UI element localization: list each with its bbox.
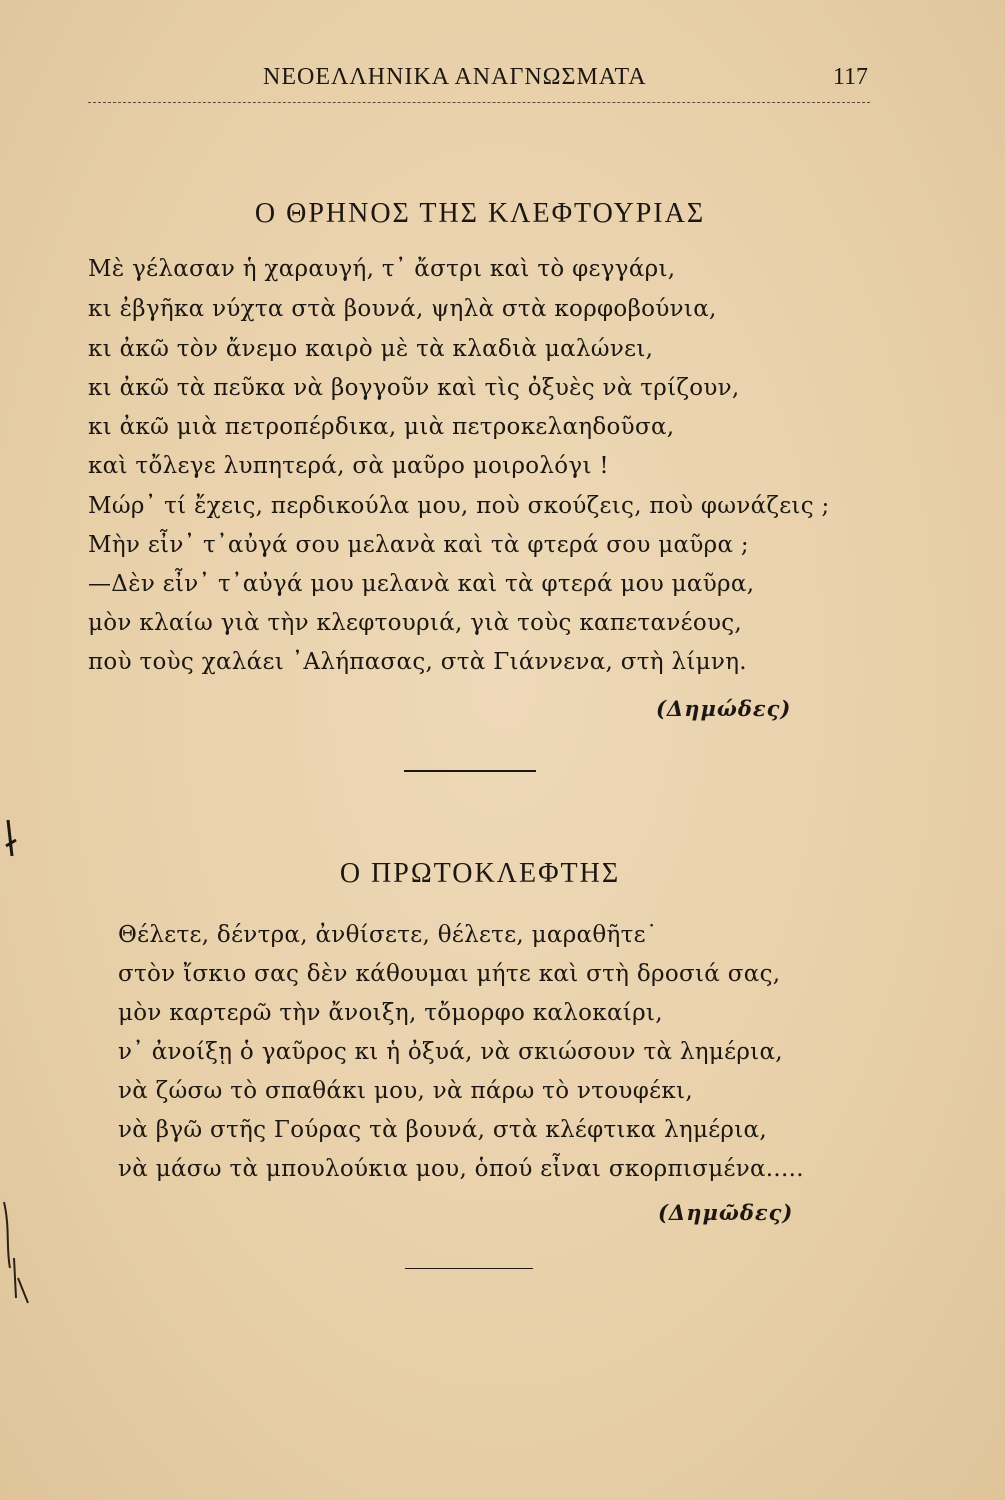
verse-line: Θέλετε, δέντρα, ἀνθίσετε, θέλετε, μαραθῆτε˙ [118, 922, 658, 948]
verse-line: Μώρ᾽ τί ἔχεις, περδικούλα μου, ποὺ σκούζεις, ποὺ φωνάζεις ; [88, 493, 830, 519]
verse-line: Μὲ γέλασαν ἡ χαραυγή, τ᾽ ἄστρι καὶ τὸ φεγγάρι, [88, 256, 676, 282]
running-header [88, 64, 868, 98]
attribution: (Δημῶδες) [658, 1200, 794, 1225]
verse-line: νὰ ζώσω τὸ σπαθάκι μου, νὰ πάρω τὸ ντουφέκι, [118, 1078, 693, 1104]
verse-line: στὸν ἴσκιο σας δὲν κάθουμαι μήτε καὶ στὴ δροσιά σας, [118, 961, 781, 987]
binding-thread-mark [0, 1198, 34, 1308]
verse-line: νὰ βγῶ στῆς Γούρας τὰ βουνά, στὰ κλέφτικα λημέρια, [118, 1117, 767, 1143]
section-divider [405, 1268, 533, 1269]
verse-line: κι ἐβγῆκα νύχτα στὰ βουνά, ψηλὰ στὰ κορφοβούνια, [88, 296, 717, 322]
verse-line: —Δὲν εἶν᾽ τ᾽αὐγά μου μελανὰ καὶ τὰ φτερά μου μαῦρα, [88, 571, 755, 597]
poem-title: Ο ΠΡΩΤΟΚΛΕΦΤΗΣ [339, 858, 621, 889]
verse-line: κι ἀκῶ τὰ πεῦκα νὰ βογγοῦν καὶ τὶς ὀξυὲς νὰ τρίζουν, [88, 375, 740, 401]
header-rule [88, 102, 870, 103]
verse-line: Μὴν εἶν᾽ τ᾽αὐγά σου μελανὰ καὶ τὰ φτερά σου μαῦρα ; [88, 532, 749, 558]
verse-line: καὶ τὄλεγε λυπητερά, σὰ μαῦρο μοιρολόγι ! [88, 453, 609, 479]
page-number: 117 [832, 64, 868, 90]
running-title: ΝΕΟΕΛΛΗΝΙΚΑ ΑΝΑΓΝΩΣΜΑΤΑ [263, 64, 647, 90]
binding-thread-mark [2, 816, 22, 860]
verse-line: μὸν κλαίω γιὰ τὴν κλεφτουριά, γιὰ τοὺς καπετανέους, [88, 610, 743, 636]
attribution: (Δημώδες) [656, 696, 792, 721]
section-divider [404, 770, 536, 772]
verse-line: ν᾽ ἀνοίξῃ ὁ γαῦρος κι ἡ ὀξυά, νὰ σκιώσουν τὰ λημέρια, [118, 1039, 783, 1065]
poem-title: Ο ΘΡΗΝΟΣ ΤΗΣ ΚΛΕΦΤΟΥΡΙΑΣ [254, 198, 706, 229]
verse-line: κι ἀκῶ μιὰ πετροπέρδικα, μιὰ πετροκελαηδοῦσα, [88, 414, 675, 440]
verse-line: μὸν καρτερῶ τὴν ἄνοιξη, τὄμορφο καλοκαίρι, [118, 1000, 663, 1026]
verse-line: νὰ μάσω τὰ μπουλούκια μου, ὁπού εἶναι σκορπισμένα..... [118, 1156, 804, 1182]
verse-line: ποὺ τοὺς χαλάει ᾽Αλήπασας, στὰ Γιάννενα, στὴ λίμνη. [88, 649, 747, 675]
verse-line: κι ἀκῶ τὸν ἄνεμο καιρὸ μὲ τὰ κλαδιὰ μαλώνει, [88, 336, 654, 362]
